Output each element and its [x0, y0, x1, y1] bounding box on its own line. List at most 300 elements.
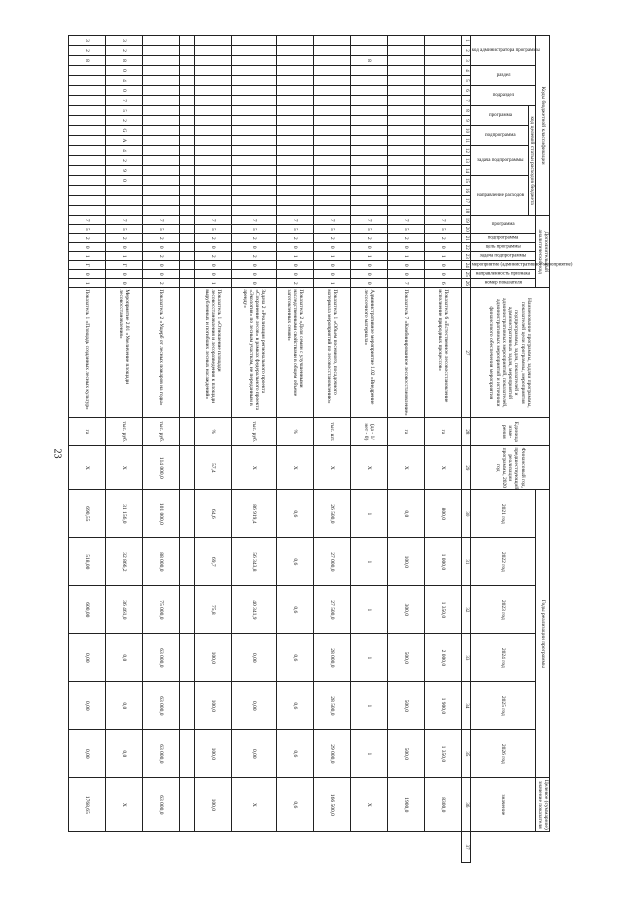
dop-code-cell: 2 — [425, 234, 462, 243]
dop-code-cell — [180, 279, 195, 288]
year-value-cell: 2 000,0 — [425, 634, 462, 682]
dop-code-cell: 0 — [232, 243, 277, 252]
budget-code-cell — [351, 136, 388, 146]
column-number: 5 — [462, 76, 471, 86]
year-value-cell: 0,00 — [69, 634, 106, 682]
budget-code-cell — [314, 126, 351, 136]
final-value-cell: Х — [351, 778, 388, 832]
budget-code-cell — [351, 106, 388, 116]
year-value-cell: 500,0 — [388, 682, 425, 730]
d-meropr-header: мероприятие (административное мероприятие) — [471, 261, 536, 270]
budget-code-cell — [425, 106, 462, 116]
year-value-cell: 0,0 — [106, 634, 143, 682]
year-value-cell: 100,0 — [195, 682, 232, 730]
year-value-cell: 27 500,0 — [314, 586, 351, 634]
budget-code-cell — [232, 126, 277, 136]
budget-code-cell: 4 — [106, 76, 143, 86]
year-value-cell: 101 000,0 — [143, 490, 180, 538]
dop-code-cell: 1 — [106, 252, 143, 261]
column-number: 18 — [462, 206, 471, 216]
dop-code-cell: 1 — [425, 252, 462, 261]
budget-code-cell — [69, 106, 106, 116]
dop-code-cell — [180, 252, 195, 261]
budget-code-cell — [351, 96, 388, 106]
year-value-cell: 100,0 — [195, 634, 232, 682]
dop-code-cell: 2 — [388, 234, 425, 243]
value-header: значение — [471, 778, 536, 832]
year-value-cell — [180, 586, 195, 634]
column-number: 35 — [462, 730, 471, 778]
dop-code-cell: 5 — [69, 225, 106, 234]
budget-code-cell — [425, 66, 462, 76]
dop-code-cell: 2 — [195, 234, 232, 243]
dop-code-cell: 0 — [351, 243, 388, 252]
budget-code-cell — [388, 76, 425, 86]
budget-code-cell — [69, 126, 106, 136]
budget-code-cell — [143, 116, 180, 126]
dop-code-cell: 0 — [351, 261, 388, 270]
budget-code-cell: 0 — [106, 176, 143, 186]
column-number: 36 — [462, 778, 471, 832]
budget-code-cell — [314, 146, 351, 156]
unit-cell: тыс. руб. — [143, 418, 180, 446]
column-number: 29 — [462, 446, 471, 490]
budget-code-cell — [195, 106, 232, 116]
budget-code-cell — [143, 86, 180, 96]
year-value-cell: 26 500,0 — [314, 490, 351, 538]
year-2021-header: 2021 год — [471, 490, 536, 538]
dop-code-cell: Г — [69, 261, 106, 270]
year-value-cell: 0,6 — [277, 538, 314, 586]
dop-code-cell: 0 — [314, 243, 351, 252]
column-number: 23 — [462, 252, 471, 261]
budget-code-cell — [277, 46, 314, 56]
budget-code-cell — [388, 136, 425, 146]
budget-code-cell — [180, 106, 195, 116]
budget-code-cell — [314, 66, 351, 76]
budget-code-cell — [277, 186, 314, 196]
budget-code-cell — [143, 96, 180, 106]
year-value-cell: 27 000,0 — [314, 538, 351, 586]
budget-code-cell — [143, 56, 180, 66]
unit-cell: тыс. руб. — [232, 418, 277, 446]
budget-code-cell — [180, 86, 195, 96]
budget-code-cell — [143, 176, 180, 186]
fin-year-cell: Х — [277, 446, 314, 490]
final-value-cell — [180, 778, 195, 832]
dop-code-cell — [180, 225, 195, 234]
dop-code-header: Дополнительный аналитический код — [536, 216, 550, 288]
column-number: 17 — [462, 196, 471, 206]
column-number: 11 — [462, 136, 471, 146]
budget-code-cell — [277, 206, 314, 216]
budget-code-cell — [425, 156, 462, 166]
budget-code-cell — [277, 86, 314, 96]
dop-code-cell: 0 — [351, 279, 388, 288]
dop-code-cell: 0 — [314, 270, 351, 279]
budget-code-cell — [351, 186, 388, 196]
dop-code-cell: 0 — [232, 261, 277, 270]
budget-code-cell — [314, 36, 351, 46]
column-numbers-row — [462, 36, 471, 863]
budget-code-cell — [232, 56, 277, 66]
razdel-header: раздел — [471, 66, 536, 86]
column-number: 27 — [462, 288, 471, 418]
column-number: 22 — [462, 243, 471, 252]
budget-code-cell — [425, 136, 462, 146]
table-row — [351, 36, 388, 863]
dop-code-cell: 0 — [277, 270, 314, 279]
year-value-cell — [180, 490, 195, 538]
dop-code-cell: 5 — [425, 225, 462, 234]
budget-code-cell — [106, 196, 143, 206]
budget-code-cell — [195, 206, 232, 216]
budget-code-cell — [143, 136, 180, 146]
budget-code-cell — [232, 196, 277, 206]
budget-code-cell — [277, 136, 314, 146]
year-value-cell: 1 — [351, 538, 388, 586]
budget-code-cell — [277, 146, 314, 156]
budget-code-cell — [195, 96, 232, 106]
fin-year-cell: Х — [106, 446, 143, 490]
final-value-cell: 1900,0 — [388, 778, 425, 832]
unit-cell: га — [69, 418, 106, 446]
dop-code-cell: 0 — [195, 243, 232, 252]
budget-code-cell — [351, 46, 388, 56]
dop-code-cell: 0 — [106, 270, 143, 279]
year-value-cell: 0,0 — [106, 730, 143, 778]
year-value-cell: 1 000,0 — [425, 538, 462, 586]
budget-code-cell — [388, 166, 425, 176]
budget-code-cell — [180, 176, 195, 186]
budget-code-cell — [314, 176, 351, 186]
csr-zadacha-header: задача подпрограммы — [471, 146, 529, 176]
dop-code-cell — [180, 216, 195, 225]
dop-code-cell: 5 — [388, 225, 425, 234]
budget-code-cell: 3 — [69, 36, 106, 46]
table-row — [425, 36, 462, 863]
column-number: 32 — [462, 586, 471, 634]
dop-code-cell: 0 — [195, 270, 232, 279]
budget-code-cell — [425, 76, 462, 86]
dop-code-cell: 0 — [425, 270, 462, 279]
budget-code-cell — [195, 36, 232, 46]
budget-code-cell — [277, 166, 314, 176]
budget-code-cell — [232, 136, 277, 146]
year-value-cell — [180, 538, 195, 586]
budget-code-cell — [232, 106, 277, 116]
dop-code-cell: 5 — [106, 225, 143, 234]
budget-code-cell: 2 — [69, 46, 106, 56]
dop-code-cell: 2 — [143, 234, 180, 243]
budget-code-cell — [388, 156, 425, 166]
table-row — [106, 36, 143, 863]
budget-code-cell — [425, 36, 462, 46]
indicator-name-cell: Мероприятие 2.01 «Увеличение площади лесовосстановления» — [106, 288, 143, 418]
year-value-cell: 63 000,0 — [143, 634, 180, 682]
dop-code-cell: 2 — [232, 234, 277, 243]
budget-code-cell: 8 — [106, 56, 143, 66]
budget-code-cell — [425, 166, 462, 176]
unit-cell: % — [195, 418, 232, 446]
budget-code-cell — [388, 86, 425, 96]
dop-code-cell: 1 — [314, 252, 351, 261]
dop-code-cell: 0 — [106, 243, 143, 252]
budget-code-cell — [351, 66, 388, 76]
year-value-cell: 1 — [351, 586, 388, 634]
budget-code-cell — [277, 176, 314, 186]
indicator-name-cell — [180, 288, 195, 418]
budget-code-cell — [195, 196, 232, 206]
indicator-name-cell: Показатель 1 «Отношение площади лесовосстановления и лесоразведения к площади вырубленных и погибших лесных насаждений» — [195, 288, 232, 418]
fin-year-cell: Х — [232, 446, 277, 490]
budget-code-cell — [277, 116, 314, 126]
budget-code-cell — [314, 136, 351, 146]
dop-code-cell: Г — [106, 261, 143, 270]
budget-code-cell — [195, 166, 232, 176]
year-value-cell: 0,00 — [232, 634, 277, 682]
column-number: 30 — [462, 490, 471, 538]
budget-code-cell — [69, 96, 106, 106]
budget-code-cell — [277, 96, 314, 106]
budget-code-cell — [277, 36, 314, 46]
budget-code-cell — [232, 86, 277, 96]
year-value-cell: 1 350,0 — [425, 586, 462, 634]
budget-code-cell: 8 — [69, 56, 106, 66]
budget-code-cell — [388, 126, 425, 136]
budget-code-cell — [195, 46, 232, 56]
budget-code-cell — [425, 56, 462, 66]
budget-code-cell — [351, 76, 388, 86]
budget-code-cell: 7 — [106, 96, 143, 106]
year-value-cell: 0,0 — [106, 682, 143, 730]
dop-code-cell: 0 — [314, 261, 351, 270]
budget-code-cell — [425, 126, 462, 136]
budget-code-cell — [388, 46, 425, 56]
year-value-cell: 64,6 — [195, 490, 232, 538]
year-value-cell: 0,6 — [277, 730, 314, 778]
dop-code-cell: 5 — [195, 225, 232, 234]
year-value-cell: 88 000,0 — [143, 538, 180, 586]
dop-code-cell: 6 — [425, 279, 462, 288]
budget-code-cell — [314, 56, 351, 66]
dop-code-cell: 2 — [143, 252, 180, 261]
indicator-name-cell: Показатель 1 «Площадь созданных лесных культур» — [69, 288, 106, 418]
budget-code-cell: 2 — [106, 116, 143, 126]
budget-code-cell — [425, 146, 462, 156]
budget-code-cell — [195, 176, 232, 186]
dop-code-cell: 2 — [277, 234, 314, 243]
budget-code-cell — [143, 46, 180, 56]
year-value-cell: 75 000,0 — [143, 586, 180, 634]
table-body — [69, 36, 462, 863]
dop-code-cell: 7 — [351, 216, 388, 225]
budget-code-cell — [232, 206, 277, 216]
fin-year-cell: Х — [351, 446, 388, 490]
budget-codes-header: Коды бюджетной классификации — [536, 36, 550, 216]
budget-code-cell — [388, 206, 425, 216]
year-value-cell: 75,8 — [195, 586, 232, 634]
budget-code-cell — [232, 146, 277, 156]
indicator-name-cell: Административное мероприятие 1.02 «Внедрение лесосечного материала» — [351, 288, 388, 418]
dop-code-cell: 0 — [143, 243, 180, 252]
budget-code-cell — [180, 136, 195, 146]
column-number: 12 — [462, 146, 471, 156]
final-value-cell: 166 500,0 — [314, 778, 351, 832]
budget-code-cell — [232, 166, 277, 176]
indicator-name-cell: Показатель 1 «Объем посевного, посадочного материала мероприятий по лесовосстановлению» — [314, 288, 351, 418]
budget-code-cell — [425, 46, 462, 56]
year-2023-header: 2023 год — [471, 586, 536, 634]
final-value-cell: 100,0 — [195, 778, 232, 832]
unit-cell: % — [277, 418, 314, 446]
budget-code-cell — [232, 46, 277, 56]
budget-code-cell — [425, 196, 462, 206]
dop-code-cell: 0 — [425, 243, 462, 252]
year-value-cell: 0,00 — [69, 730, 106, 778]
dop-code-cell: 1 — [69, 279, 106, 288]
budget-code-cell — [351, 126, 388, 136]
budget-code-cell — [180, 166, 195, 176]
column-number: 3 — [462, 56, 471, 66]
budget-code-cell — [106, 206, 143, 216]
column-number: 25 — [462, 270, 471, 279]
year-value-cell: 300,0 — [388, 586, 425, 634]
budget-code-cell — [143, 156, 180, 166]
budget-code-cell — [69, 206, 106, 216]
column-number: 1 — [462, 36, 471, 46]
budget-code-cell — [195, 86, 232, 96]
budget-code-cell: A — [106, 136, 143, 146]
dop-code-cell: 1 — [351, 252, 388, 261]
unit-cell: га — [388, 418, 425, 446]
dop-code-cell: 7 — [388, 279, 425, 288]
budget-code-cell: 5 — [106, 106, 143, 116]
dop-code-cell: 7 — [314, 216, 351, 225]
budget-code-cell — [195, 56, 232, 66]
budget-code-cell — [314, 86, 351, 96]
name-header: Наименование программы, задачи программы, показателей цели программы, мероприятия подпрограммы, задач, показателей и административных задач, мероприятий административных мероприятий, показателей, административных мероприятий и источники финансового обеспечения мероприятия — [471, 288, 550, 418]
column-number: 28 — [462, 418, 471, 446]
year-value-cell: 1 350,0 — [425, 730, 462, 778]
year-value-cell: 1 — [351, 634, 388, 682]
dop-code-cell: 7 — [69, 216, 106, 225]
budget-code-cell — [69, 66, 106, 76]
budget-code-cell — [232, 76, 277, 86]
budget-code-cell — [277, 76, 314, 86]
budget-code-cell — [180, 126, 195, 136]
dop-code-cell: 0 — [106, 279, 143, 288]
budget-code-cell — [388, 186, 425, 196]
budget-code-cell — [351, 206, 388, 216]
budget-code-cell — [69, 166, 106, 176]
d-cel-header: цель программы — [471, 243, 536, 252]
budget-code-cell — [143, 66, 180, 76]
final-value-cell: Х — [232, 778, 277, 832]
budget-code-cell — [314, 116, 351, 126]
column-number: 14 — [462, 166, 471, 176]
table-row — [69, 36, 106, 863]
fin-year-cell — [180, 446, 195, 490]
indicator-name-cell: Показатель 6 «Естественное лесовосстановление исполнение природных процессов» — [425, 288, 462, 418]
dop-code-cell: 7 — [277, 216, 314, 225]
column-number: 16 — [462, 186, 471, 196]
budget-code-cell — [388, 96, 425, 106]
budget-code-cell — [232, 96, 277, 106]
dop-code-cell: 2 — [143, 279, 180, 288]
budget-code-cell — [388, 36, 425, 46]
year-value-cell: 0,6 — [277, 490, 314, 538]
budget-code-cell — [143, 126, 180, 136]
column-number: 31 — [462, 538, 471, 586]
budget-code-cell — [180, 146, 195, 156]
fin-year-header: Финансовый год, предшествующий реализации программы, 2020 год — [471, 446, 550, 490]
year-value-cell: 1 900,0 — [425, 682, 462, 730]
year-value-cell: 63 000,0 — [143, 682, 180, 730]
dop-code-cell: 0 — [388, 243, 425, 252]
fin-year-cell: Х — [314, 446, 351, 490]
dop-code-cell: 0 — [388, 261, 425, 270]
csr-napravlenie-header: направление расходов — [471, 176, 529, 216]
year-value-cell: 1 — [351, 730, 388, 778]
budget-code-cell — [232, 156, 277, 166]
budget-code-cell — [388, 176, 425, 186]
budget-code-cell — [143, 146, 180, 156]
table-row — [143, 36, 180, 863]
code-admin-header: код администратора программы — [471, 36, 536, 66]
dop-code-cell: 0 — [69, 270, 106, 279]
budget-code-cell — [195, 66, 232, 76]
year-value-cell: 800,0 — [425, 490, 462, 538]
year-value-cell: 1 — [351, 682, 388, 730]
budget-code-cell: 9 — [106, 166, 143, 176]
dop-code-cell: 2 — [314, 234, 351, 243]
budget-code-cell — [180, 196, 195, 206]
dop-code-cell — [180, 243, 195, 252]
year-2022-header: 2022 год — [471, 538, 536, 586]
final-value-cell: 0,6 — [277, 778, 314, 832]
budget-code-cell — [69, 186, 106, 196]
year-value-cell — [180, 634, 195, 682]
year-value-cell: 29 000,0 — [314, 730, 351, 778]
dop-code-cell: 7 — [388, 216, 425, 225]
header-row-1 — [536, 36, 550, 863]
csr-header: код целевой статьи расходов бюджета — [529, 106, 536, 216]
year-value-cell: 31 156,0 — [106, 490, 143, 538]
dop-code-cell: 0 — [425, 261, 462, 270]
dop-code-cell — [180, 234, 195, 243]
budget-code-cell — [143, 196, 180, 206]
year-value-cell: 518,00 — [69, 538, 106, 586]
fin-year-cell: Х — [425, 446, 462, 490]
d-naprav-header: направленность признака — [471, 270, 536, 279]
year-value-cell — [180, 730, 195, 778]
final-value-cell: 8300,0 — [425, 778, 462, 832]
budget-code-cell — [351, 166, 388, 176]
budget-code-cell: 8 — [351, 56, 388, 66]
budget-code-cell — [69, 156, 106, 166]
budget-code-cell — [314, 106, 351, 116]
d-zadacha-header: задача подпрограммы — [471, 252, 536, 261]
dop-code-cell: 0 — [195, 261, 232, 270]
dop-code-cell: 5 — [232, 225, 277, 234]
d-nomer-header: номер показателя — [471, 279, 536, 288]
dop-code-cell: 1 — [69, 252, 106, 261]
budget-code-cell — [143, 206, 180, 216]
budget-code-cell — [277, 196, 314, 206]
unit-cell: тыс. руб. — [106, 418, 143, 446]
indicator-name-cell: Задача 2 «Реализация регионального проекта «Сохранение лесов» в рамках федерального проекта «Экология» по лесным участкам, не переданным в аренду» — [232, 288, 277, 418]
